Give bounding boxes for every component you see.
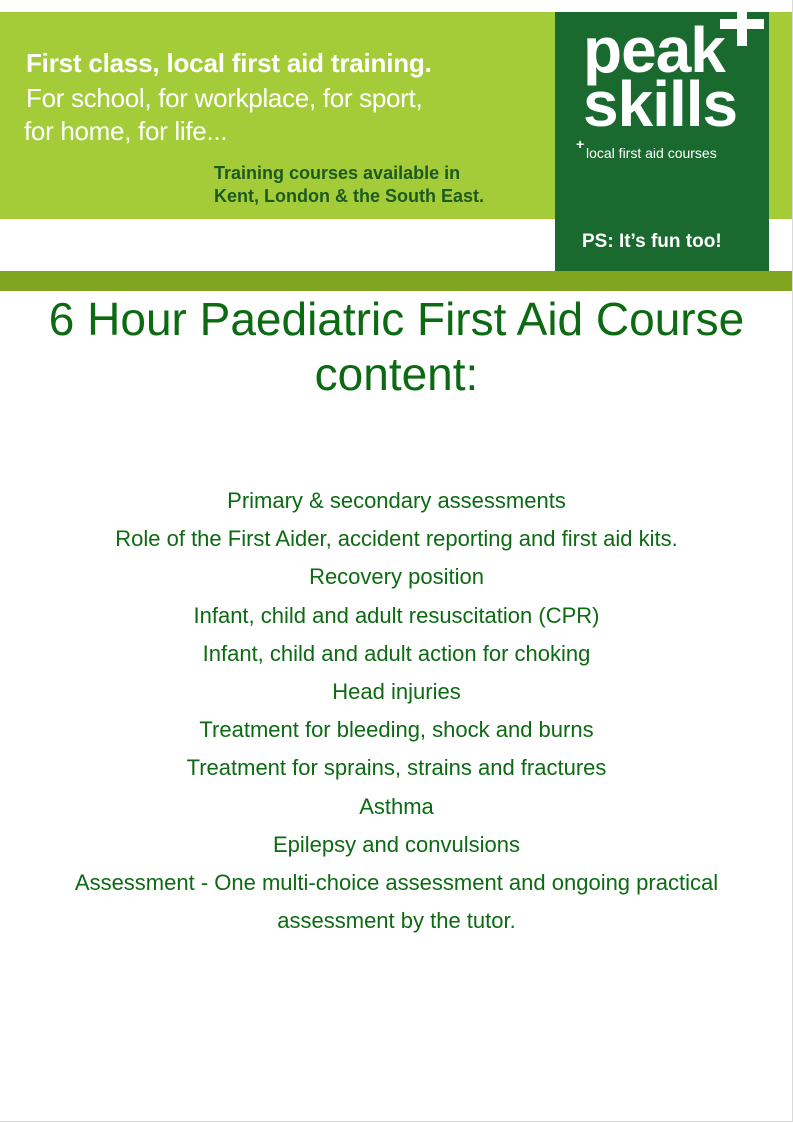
list-item: Epilepsy and convulsions [272, 831, 521, 857]
logo-word-peak: peak [583, 14, 725, 86]
list-item: Asthma [359, 793, 434, 819]
tagline-bold: First class, local first aid training. [26, 48, 432, 78]
logo-plus-icon [718, 0, 766, 48]
logo-word-skills: skills [583, 68, 738, 140]
list-item: Treatment for bleeding, shock and burns [199, 717, 594, 743]
list-item: Role of the First Aider, accident reporting and first aid kits. [115, 526, 678, 552]
course-content-list [0, 482, 793, 940]
logo-subtitle: local first aid courses [586, 145, 717, 161]
list-item: Assessment - One multi-choice assessment and ongoing practical [74, 870, 719, 896]
tagline-line-3: for home, for life... [24, 116, 228, 146]
page-title-line-2: content: [314, 348, 479, 400]
list-item: Primary & secondary assessments [227, 488, 566, 513]
tagline-line-2: For school, for workplace, for sport, [26, 83, 423, 113]
list-item: Recovery position [309, 564, 484, 590]
list-item: assessment by the tutor. [277, 908, 516, 934]
list-item: Infant, child and adult resuscitation (CPR) [193, 602, 600, 628]
header-divider [0, 271, 793, 291]
page-title-line-1: 6 Hour Paediatric First Aid Course [48, 293, 745, 345]
availability-line-2: Kent, London & the South East. [214, 186, 484, 206]
list-item: Treatment for sprains, strains and fractures [186, 755, 607, 781]
list-item: Head injuries [332, 679, 461, 705]
list-item: Infant, child and adult action for choking [202, 640, 591, 666]
logo-small-plus-icon: + [576, 136, 585, 152]
top-strip [0, 0, 793, 12]
availability-line-1: Training courses available in [214, 163, 461, 183]
logo-slogan: PS: It’s fun too! [582, 231, 722, 252]
page-title [0, 292, 793, 402]
